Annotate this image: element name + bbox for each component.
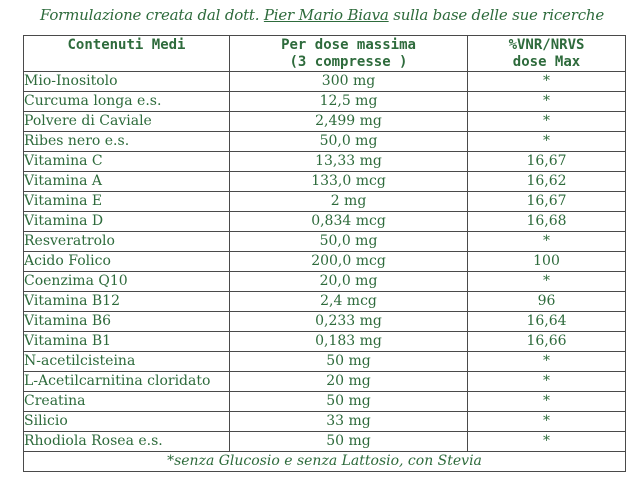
- formulation-header: [0, 6, 644, 24]
- dose-value: 33 mg: [230, 412, 468, 432]
- table-row: [24, 432, 626, 452]
- vnr-value: 16,67: [468, 192, 626, 212]
- vnr-value: *: [468, 272, 626, 292]
- vnr-value: 96: [468, 292, 626, 312]
- dose-value: 20 mg: [230, 372, 468, 392]
- table-row: [24, 92, 626, 112]
- vnr-value: *: [468, 72, 626, 92]
- vnr-value: 16,66: [468, 332, 626, 352]
- ingredient-name: Resveratrolo: [24, 232, 230, 252]
- vnr-value: 100: [468, 252, 626, 272]
- ingredient-name: Vitamina D: [24, 212, 230, 232]
- table-row: [24, 212, 626, 232]
- ingredient-name: Coenzima Q10: [24, 272, 230, 292]
- ingredient-name: Ribes nero e.s.: [24, 132, 230, 152]
- vnr-value: *: [468, 112, 626, 132]
- dose-value: 0,834 mcg: [230, 212, 468, 232]
- vnr-value: *: [468, 392, 626, 412]
- vnr-value: *: [468, 232, 626, 252]
- column-header-dose: [230, 36, 468, 72]
- table-row: [24, 272, 626, 292]
- footnote: *senza Glucosio e senza Lattosio, con Stevia: [24, 452, 626, 472]
- dose-value: 200,0 mcg: [230, 252, 468, 272]
- ingredient-name: L-Acetilcarnitina cloridato: [24, 372, 230, 392]
- vnr-value: *: [468, 412, 626, 432]
- vnr-value: *: [468, 372, 626, 392]
- table-row: [24, 152, 626, 172]
- vnr-value: *: [468, 92, 626, 112]
- column-header-dose-line2: (3 compresse ): [289, 54, 408, 70]
- ingredient-name: Polvere di Caviale: [24, 112, 230, 132]
- footnote-row: [24, 452, 626, 472]
- table-row: [24, 172, 626, 192]
- dose-value: 50 mg: [230, 352, 468, 372]
- column-header-vnr: [468, 36, 626, 72]
- dose-value: 20,0 mg: [230, 272, 468, 292]
- ingredient-name: Vitamina A: [24, 172, 230, 192]
- vnr-value: *: [468, 132, 626, 152]
- table-row: [24, 332, 626, 352]
- ingredient-name: Vitamina B12: [24, 292, 230, 312]
- ingredient-name: Curcuma longa e.s.: [24, 92, 230, 112]
- dose-value: 13,33 mg: [230, 152, 468, 172]
- dose-value: 2,4 mcg: [230, 292, 468, 312]
- ingredient-name: Vitamina B6: [24, 312, 230, 332]
- ingredient-name: Creatina: [24, 392, 230, 412]
- table-row: [24, 112, 626, 132]
- dose-value: 300 mg: [230, 72, 468, 92]
- header-suffix: sulla base delle sue ricerche: [388, 6, 605, 24]
- dose-value: 50 mg: [230, 432, 468, 452]
- ingredient-name: Rhodiola Rosea e.s.: [24, 432, 230, 452]
- table-row: [24, 232, 626, 252]
- dose-value: 12,5 mg: [230, 92, 468, 112]
- ingredient-name: Silicio: [24, 412, 230, 432]
- ingredient-name: Vitamina C: [24, 152, 230, 172]
- vnr-value: 16,62: [468, 172, 626, 192]
- dose-value: 2 mg: [230, 192, 468, 212]
- vnr-value: 16,68: [468, 212, 626, 232]
- dose-value: 0,233 mg: [230, 312, 468, 332]
- nutrition-table: [23, 35, 626, 472]
- vnr-value: 16,67: [468, 152, 626, 172]
- vnr-value: 16,64: [468, 312, 626, 332]
- table-row: [24, 132, 626, 152]
- dose-value: 0,183 mg: [230, 332, 468, 352]
- ingredient-name: N-acetilcisteina: [24, 352, 230, 372]
- dose-value: 50,0 mg: [230, 232, 468, 252]
- table-row: [24, 252, 626, 272]
- ingredient-name: Vitamina B1: [24, 332, 230, 352]
- column-header-vnr-line1: %VNR/NRVS: [508, 37, 585, 53]
- table-row: [24, 392, 626, 412]
- dose-value: 133,0 mcg: [230, 172, 468, 192]
- table-row: [24, 352, 626, 372]
- column-header-content-label: Contenuti Medi: [67, 37, 186, 53]
- table-row: [24, 72, 626, 92]
- table-header-row: [24, 36, 626, 72]
- dose-value: 2,499 mg: [230, 112, 468, 132]
- table-row: [24, 412, 626, 432]
- vnr-value: *: [468, 352, 626, 372]
- dose-value: 50,0 mg: [230, 132, 468, 152]
- vnr-value: *: [468, 432, 626, 452]
- header-prefix: Formulazione creata dal dott.: [39, 6, 264, 24]
- table-row: [24, 312, 626, 332]
- table-row: [24, 192, 626, 212]
- ingredient-name: Vitamina E: [24, 192, 230, 212]
- column-header-dose-line1: Per dose massima: [281, 37, 416, 53]
- author-name: Pier Mario Biava: [263, 6, 389, 24]
- table-row: [24, 292, 626, 312]
- column-header-content: [24, 36, 230, 72]
- ingredient-name: Mio-Inositolo: [24, 72, 230, 92]
- dose-value: 50 mg: [230, 392, 468, 412]
- ingredient-name: Acido Folico: [24, 252, 230, 272]
- table-row: [24, 372, 626, 392]
- column-header-vnr-line2: dose Max: [512, 54, 581, 70]
